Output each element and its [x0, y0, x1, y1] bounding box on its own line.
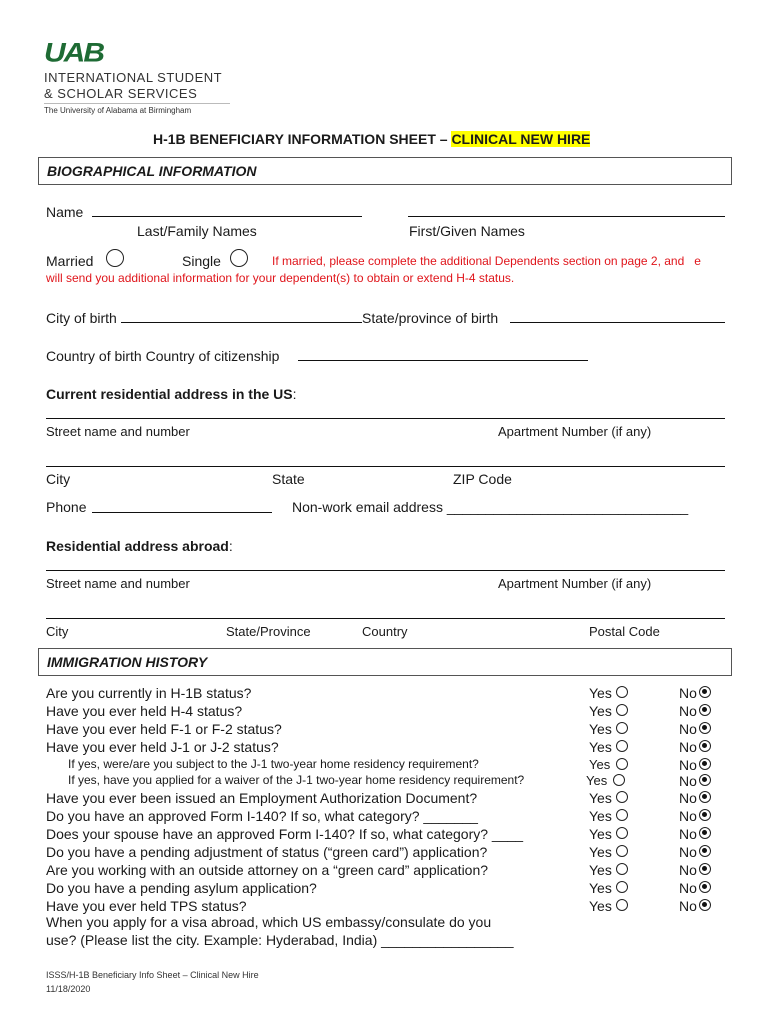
no-radio[interactable] [699, 881, 711, 893]
page-title [153, 131, 590, 147]
yes-radio[interactable] [616, 809, 628, 821]
org-line-1: INTERNATIONAL STUDENT [44, 70, 223, 85]
abroad-apartment-caption: Apartment Number (if any) [498, 576, 652, 591]
no-radio[interactable] [699, 740, 711, 752]
question-text: Are you currently in H-1B status? [46, 685, 252, 701]
country-citizenship-field[interactable] [298, 360, 588, 361]
no-label: No [679, 790, 697, 806]
yes-label: Yes [586, 773, 608, 788]
yes-label: Yes [589, 790, 612, 806]
biographical-heading: BIOGRAPHICAL INFORMATION [47, 163, 257, 179]
embassy-question-line-2[interactable]: use? (Please list the city. Example: Hyderabad, India) _________________ [46, 932, 514, 948]
yes-radio[interactable] [616, 758, 628, 770]
married-note-line-2: will send you additional information for your dependent(s) to obtain or extend H-4 status. [46, 271, 515, 285]
yes-label: Yes [589, 862, 612, 878]
no-radio[interactable] [699, 845, 711, 857]
question-text: Have you ever held TPS status? [46, 898, 247, 914]
yes-label: Yes [589, 721, 612, 737]
immigration-heading: IMMIGRATION HISTORY [47, 654, 208, 670]
no-label: No [679, 703, 697, 719]
biographical-section-header [38, 157, 732, 185]
uab-logo [44, 38, 234, 122]
footer-form-name: ISSS/H-1B Beneficiary Info Sheet – Clinical New Hire [46, 970, 259, 980]
no-label: No [679, 826, 697, 842]
yes-radio[interactable] [616, 722, 628, 734]
question-text: If yes, have you applied for a waiver of the J-1 two-year home residency requirement? [68, 773, 525, 787]
no-radio[interactable] [699, 809, 711, 821]
question-text: Have you ever been issued an Employment Authorization Document? [46, 790, 478, 806]
city-of-birth-field[interactable] [121, 322, 362, 323]
current-address-heading-text: Current residential address in the US [46, 386, 293, 402]
question-text: Do you have a pending adjustment of status (“green card”) application? [46, 844, 488, 860]
us-zip-caption: ZIP Code [453, 471, 512, 487]
no-radio[interactable] [699, 758, 711, 770]
us-city-caption: City [46, 471, 71, 487]
title-highlight: CLINICAL NEW HIRE [451, 131, 591, 147]
us-street-field[interactable] [46, 418, 725, 419]
last-name-field[interactable] [92, 216, 362, 217]
country-birth-citizenship-label: Country of birth Country of citizenship [46, 348, 280, 364]
abroad-city-field[interactable] [46, 618, 725, 619]
yes-radio[interactable] [616, 827, 628, 839]
yes-radio[interactable] [616, 899, 628, 911]
abroad-street-caption: Street name and number [46, 576, 190, 591]
embassy-question-line-1: When you apply for a visa abroad, which US embassy/consulate do you [46, 914, 492, 930]
question-text: Have you ever held F-1 or F-2 status? [46, 721, 282, 737]
yes-label: Yes [589, 685, 612, 701]
question-text: Are you working with an outside attorney on a “green card” application? [46, 862, 489, 878]
question-text: Have you ever held J-1 or J-2 status? [46, 739, 279, 755]
question-text: If yes, were/are you subject to the J-1 two-year home residency requirement? [68, 757, 479, 771]
name-label: Name [46, 204, 84, 220]
state-of-birth-label: State/province of birth [362, 310, 499, 326]
last-names-caption: Last/Family Names [137, 223, 257, 239]
org-divider [44, 103, 230, 104]
yes-radio[interactable] [616, 740, 628, 752]
no-radio[interactable] [699, 686, 711, 698]
yes-radio[interactable] [616, 686, 628, 698]
us-state-caption: State [272, 471, 305, 487]
no-radio[interactable] [699, 899, 711, 911]
org-line-3: The University of Alabama at Birmingham [44, 106, 192, 115]
yes-label: Yes [589, 757, 611, 772]
yes-radio[interactable] [616, 881, 628, 893]
no-radio[interactable] [699, 722, 711, 734]
no-radio[interactable] [699, 704, 711, 716]
us-street-caption: Street name and number [46, 424, 190, 439]
yes-radio[interactable] [616, 704, 628, 716]
no-label: No [679, 862, 697, 878]
yes-label: Yes [589, 880, 612, 896]
married-note-line-1: If married, please complete the additional Dependents section on page 2, and e [272, 254, 701, 268]
phone-label: Phone [46, 499, 87, 515]
no-radio[interactable] [699, 863, 711, 875]
yes-radio[interactable] [616, 863, 628, 875]
first-names-caption: First/Given Names [409, 223, 525, 239]
yes-label: Yes [589, 808, 612, 824]
no-label: No [679, 757, 697, 773]
married-radio[interactable] [106, 249, 124, 267]
no-label: No [679, 721, 697, 737]
first-name-field[interactable] [408, 216, 725, 217]
no-label: No [679, 773, 697, 789]
org-line-2: & SCHOLAR SERVICES [44, 86, 198, 101]
yes-label: Yes [589, 826, 612, 842]
yes-radio[interactable] [616, 791, 628, 803]
no-label: No [679, 844, 697, 860]
us-apartment-caption: Apartment Number (if any) [498, 424, 652, 439]
no-label: No [679, 685, 697, 701]
abroad-address-heading-text: Residential address abroad [46, 538, 229, 554]
city-of-birth-label: City of birth [46, 310, 117, 326]
yes-label: Yes [589, 703, 612, 719]
no-label: No [679, 808, 697, 824]
yes-label: Yes [589, 739, 612, 755]
us-city-field[interactable] [46, 466, 725, 467]
state-of-birth-field[interactable] [510, 322, 725, 323]
married-label: Married [46, 253, 94, 269]
question-text: Do you have an approved Form I-140? If so, what category? _______ [46, 808, 478, 824]
single-radio[interactable] [230, 249, 248, 267]
footer-date: 11/18/2020 [46, 984, 91, 994]
phone-field[interactable] [92, 512, 272, 513]
uab-wordmark: UAB [44, 38, 103, 68]
yes-radio[interactable] [616, 845, 628, 857]
no-label: No [679, 880, 697, 896]
abroad-street-field[interactable] [46, 570, 725, 571]
abroad-postal-caption: Postal Code [589, 624, 660, 639]
yes-label: Yes [589, 898, 612, 914]
abroad-country-caption: Country [362, 624, 408, 639]
yes-radio[interactable] [613, 774, 625, 786]
single-label: Single [182, 253, 221, 269]
abroad-city-caption: City [46, 624, 69, 639]
abroad-address-heading: Residential address abroad: [46, 538, 233, 554]
email-label[interactable]: Non-work email address _______________________________ [292, 499, 689, 515]
question-text: Have you ever held H-4 status? [46, 703, 243, 719]
current-address-heading: Current residential address in the US: [46, 386, 297, 402]
immigration-section-header [38, 648, 732, 676]
no-radio[interactable] [699, 791, 711, 803]
no-radio[interactable] [699, 827, 711, 839]
question-text: Does your spouse have an approved Form I-140? If so, what category? ____ [46, 826, 524, 842]
question-text: Do you have a pending asylum application? [46, 880, 317, 896]
no-radio[interactable] [699, 774, 711, 786]
title-main: H-1B BENEFICIARY INFORMATION SHEET – [153, 131, 452, 147]
yes-label: Yes [589, 844, 612, 860]
no-label: No [679, 898, 697, 914]
no-label: No [679, 739, 697, 755]
abroad-state-caption: State/Province [226, 624, 311, 639]
